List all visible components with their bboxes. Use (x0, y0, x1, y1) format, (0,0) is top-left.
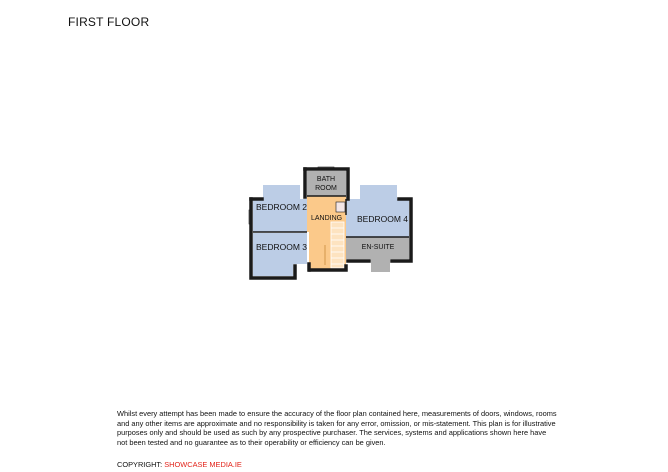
bedroom-4-label: BEDROOM 4 (357, 214, 409, 224)
bedroom-3-room (253, 233, 307, 276)
bathroom-label-line2: ROOM (315, 185, 337, 192)
bedroom-2-label: BEDROOM 2 (256, 202, 308, 212)
bathroom-room (307, 171, 346, 196)
ensuite-room (346, 237, 409, 272)
page-title: FIRST FLOOR (68, 15, 150, 29)
disclaimer-text: Whilst every attempt has been made to ensure the accuracy of the floor plan contained here, measurements of doors, windows, rooms and any other items are approximate and no responsibility is taken for any error, omission, or mis-statement. This plan is for illustrative purposes only and should be used as such by any prospective purchaser. The services, systems and applications shown here have not been tested and no guarantee as to their operability or efficiency can be given. (117, 409, 557, 447)
copyright-line (117, 460, 242, 469)
bathroom-label-line1: BATH (316, 176, 336, 183)
bedroom-4-room (346, 185, 409, 237)
ensuite-label: EN-SUITE (361, 244, 395, 251)
copyright-label: COPYRIGHT: (117, 460, 163, 469)
hot-press (336, 202, 345, 212)
copyright-brand: SHOWCASE MEDIA.IE (164, 460, 242, 469)
staircase (331, 222, 344, 268)
landing-label: LANDING (311, 215, 343, 222)
bedroom-3-label: BEDROOM 3 (256, 242, 308, 252)
